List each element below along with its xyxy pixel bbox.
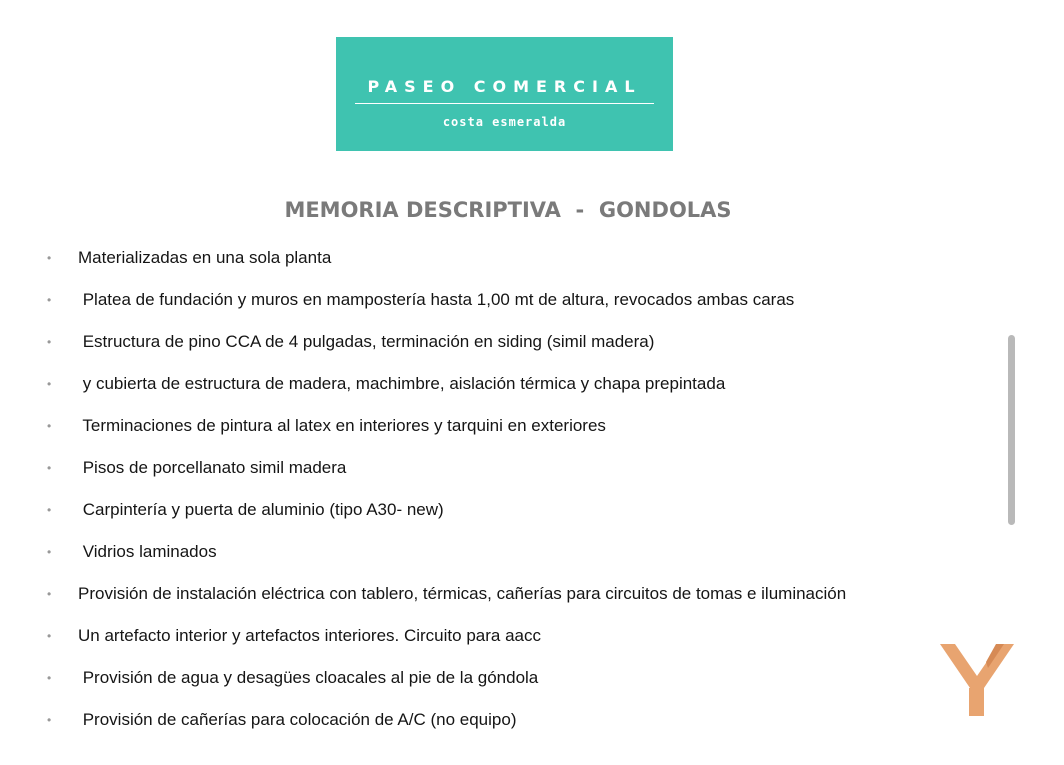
feature-text: Pisos de porcellanato simil madera [78,458,347,477]
bullet-icon: • [47,629,52,643]
bullet-icon: • [47,335,52,349]
bullet-icon: • [47,251,52,265]
feature-text: Carpintería y puerta de aluminio (tipo A30- new) [78,500,444,519]
bullet-icon: • [47,419,52,433]
feature-text: Platea de fundación y muros en mampostería hasta 1,00 mt de altura, revocados ambas caras [78,290,795,309]
paseo-comercial-logo [336,37,673,151]
vertical-scrollbar[interactable] [1008,335,1015,525]
bullet-icon: • [47,461,52,475]
bullet-icon: • [47,713,52,727]
feature-text: Vidrios laminados [78,542,217,561]
bullet-icon: • [47,671,52,685]
feature-text: Un artefacto interior y artefactos interiores. Circuito para aacc [78,626,541,645]
logo-divider [355,103,654,104]
feature-text: Provisión de agua y desagües cloacales al pie de la góndola [78,668,539,687]
feature-text: Provisión de instalación eléctrica con tablero, térmicas, cañerías para circuitos de tomas e iluminación [78,584,847,603]
bullet-icon: • [47,377,52,391]
feature-text: Terminaciones de pintura al latex en interiores y tarquini en exteriores [78,416,606,435]
bullet-icon: • [47,545,52,559]
document-title: MEMORIA DESCRIPTIVA - GONDOLAS [284,198,732,222]
bullet-icon: • [47,293,52,307]
feature-text: y cubierta de estructura de madera, machimbre, aislación térmica y chapa prepintada [78,374,726,393]
feature-text: Provisión de cañerías para colocación de A/C (no equipo) [78,710,517,729]
logo-subtitle: costa esmeralda [442,115,567,129]
feature-text: Estructura de pino CCA de 4 pulgadas, terminación en siding (simil madera) [78,332,655,351]
bullet-icon: • [47,587,52,601]
y-logo-icon [940,640,1016,723]
logo-title: PASEO COMERCIAL [367,77,642,96]
feature-text: Materializadas en una sola planta [78,248,332,267]
bullet-icon: • [47,503,52,517]
